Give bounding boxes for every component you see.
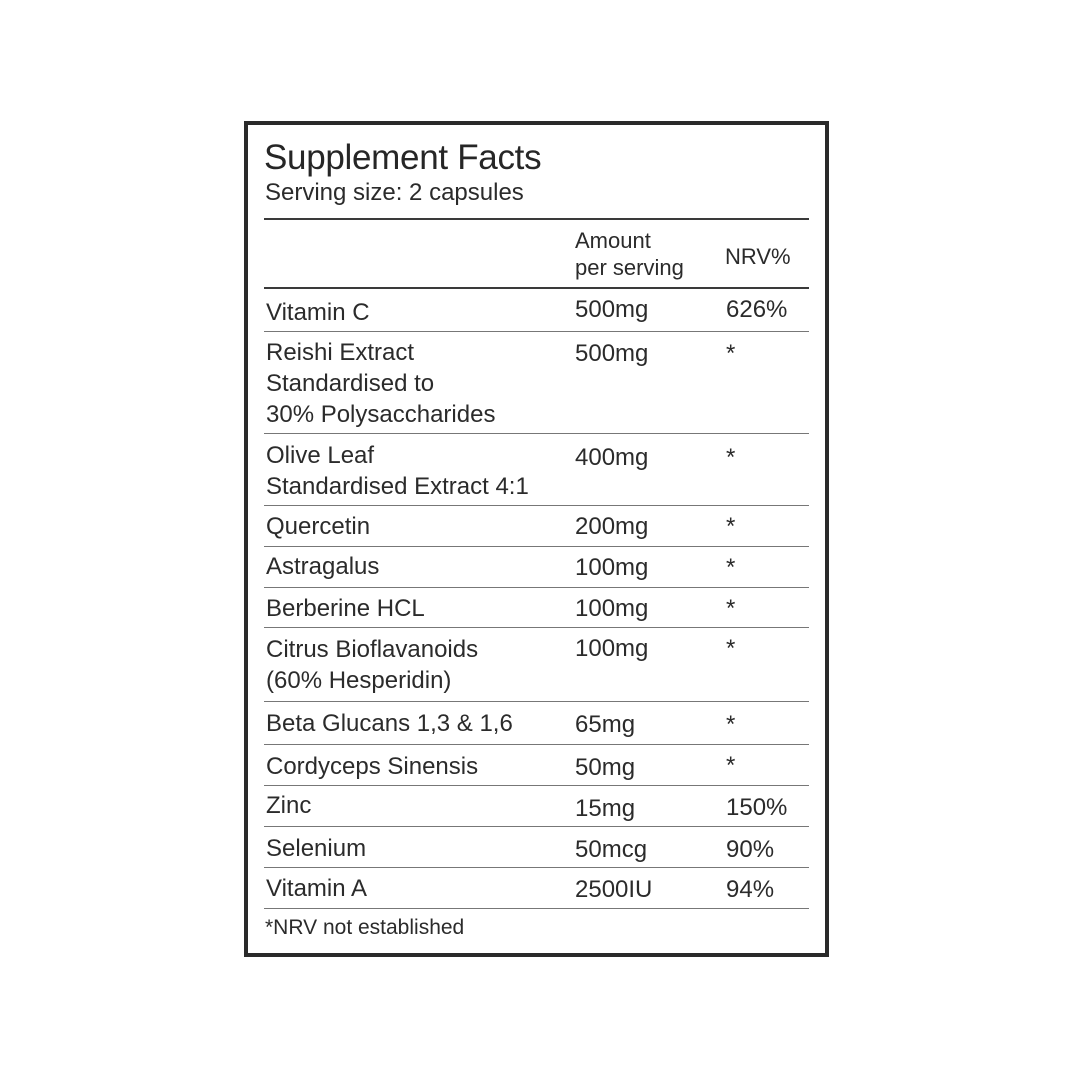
ingredient-amount: 65mg bbox=[575, 711, 636, 738]
ingredient-name: Zinc bbox=[266, 792, 312, 819]
ingredient-nrv: 626% bbox=[726, 296, 788, 323]
label-title: Supplement Facts bbox=[264, 138, 542, 177]
table-row bbox=[264, 868, 809, 909]
ingredient-nrv: * bbox=[726, 752, 736, 779]
ingredient-amount: 15mg bbox=[575, 795, 636, 822]
table-row bbox=[264, 547, 809, 588]
ingredient-nrv: * bbox=[726, 444, 736, 471]
ingredient-name: Quercetin bbox=[266, 513, 371, 540]
column-header-amount: Amount per serving bbox=[575, 228, 684, 280]
ingredient-name: Citrus Bioflavanoids (60% Hesperidin) bbox=[266, 636, 479, 694]
ingredient-amount: 500mg bbox=[575, 296, 649, 323]
table-row bbox=[264, 827, 809, 868]
nrv-footnote: *NRV not established bbox=[265, 916, 465, 939]
table-row bbox=[264, 786, 809, 827]
ingredient-amount: 100mg bbox=[575, 635, 649, 662]
ingredient-name: Olive Leaf Standardised Extract 4:1 bbox=[266, 442, 529, 500]
ingredient-amount: 2500IU bbox=[575, 876, 653, 903]
ingredient-nrv: * bbox=[726, 554, 736, 581]
ingredient-nrv: * bbox=[726, 595, 736, 622]
table-row bbox=[264, 588, 809, 628]
table-row bbox=[264, 745, 809, 786]
serving-size: Serving size: 2 capsules bbox=[265, 179, 524, 206]
table-row bbox=[264, 506, 809, 547]
table-header bbox=[264, 218, 809, 289]
ingredient-name: Selenium bbox=[266, 835, 367, 862]
ingredient-amount: 100mg bbox=[575, 595, 649, 622]
ingredient-amount: 400mg bbox=[575, 444, 649, 471]
ingredient-amount: 50mg bbox=[575, 754, 636, 781]
ingredient-nrv: 90% bbox=[726, 836, 775, 863]
table-row bbox=[264, 332, 809, 434]
ingredient-nrv: * bbox=[726, 711, 736, 738]
ingredient-name: Astragalus bbox=[266, 553, 380, 580]
table-row bbox=[264, 628, 809, 702]
table-row bbox=[264, 702, 809, 745]
table-row bbox=[264, 434, 809, 506]
ingredient-nrv: * bbox=[726, 635, 736, 662]
ingredient-amount: 200mg bbox=[575, 513, 649, 540]
ingredient-amount: 500mg bbox=[575, 340, 649, 367]
ingredient-nrv: 150% bbox=[726, 794, 788, 821]
ingredient-amount: 50mcg bbox=[575, 836, 648, 863]
ingredient-name: Berberine HCL bbox=[266, 595, 425, 622]
column-header-nrv: NRV% bbox=[725, 244, 791, 269]
ingredient-nrv: * bbox=[726, 513, 736, 540]
ingredient-name: Vitamin C bbox=[266, 299, 370, 326]
table-row bbox=[264, 289, 809, 332]
ingredient-name: Vitamin A bbox=[266, 875, 367, 902]
ingredient-name: Reishi Extract Standardised to 30% Polysaccharides bbox=[266, 339, 496, 428]
ingredient-amount: 100mg bbox=[575, 554, 649, 581]
ingredient-name: Beta Glucans 1,3 & 1,6 bbox=[266, 710, 513, 737]
ingredient-nrv: 94% bbox=[726, 876, 775, 903]
ingredient-nrv: * bbox=[726, 340, 736, 367]
ingredient-name: Cordyceps Sinensis bbox=[266, 753, 479, 780]
